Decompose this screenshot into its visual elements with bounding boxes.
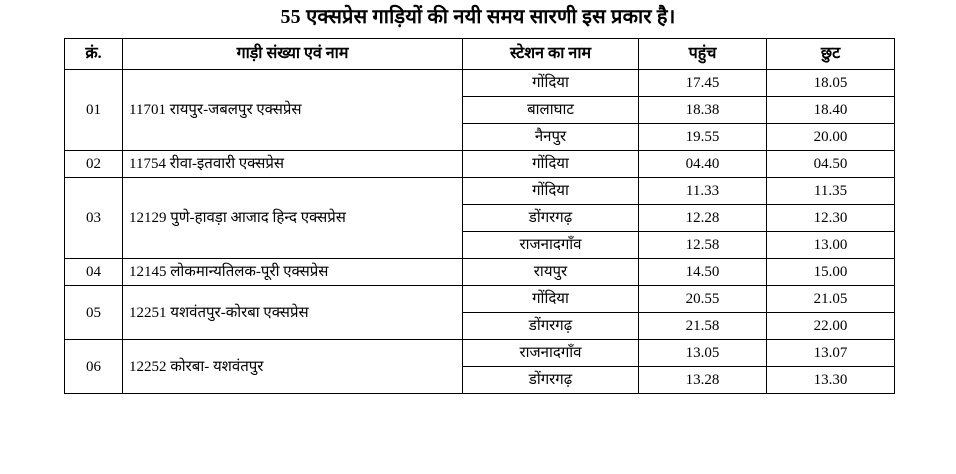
cell-station: नैनपुर <box>463 124 639 151</box>
cell-departure: 13.30 <box>767 367 895 394</box>
cell-arrival: 11.33 <box>639 178 767 205</box>
timetable-container <box>64 38 894 394</box>
cell-arrival: 13.28 <box>639 367 767 394</box>
cell-departure: 13.07 <box>767 340 895 367</box>
cell-train-name: 12129 पुणे-हावड़ा आजाद हिन्द एक्सप्रेस <box>123 178 463 259</box>
cell-serial: 05 <box>65 286 123 340</box>
column-header-train: गाड़ी संख्या एवं नाम <box>123 39 463 70</box>
table-row <box>65 70 895 97</box>
cell-train-name: 12145 लोकमान्यतिलक-पूरी एक्सप्रेस <box>123 259 463 286</box>
cell-arrival: 13.05 <box>639 340 767 367</box>
cell-train-name: 12251 यशवंतपुर-कोरबा एक्सप्रेस <box>123 286 463 340</box>
cell-serial: 02 <box>65 151 123 178</box>
cell-station: गोंदिया <box>463 151 639 178</box>
column-header-station: स्टेशन का नाम <box>463 39 639 70</box>
table-row <box>65 259 895 286</box>
cell-departure: 04.50 <box>767 151 895 178</box>
table-body <box>65 70 895 394</box>
cell-departure: 12.30 <box>767 205 895 232</box>
cell-train-name: 11701 रायपुर-जबलपुर एक्सप्रेस <box>123 70 463 151</box>
column-header-arrival: पहुंच <box>639 39 767 70</box>
cell-station: डोंगरगढ़ <box>463 313 639 340</box>
cell-departure: 13.00 <box>767 232 895 259</box>
table-row <box>65 178 895 205</box>
cell-arrival: 18.38 <box>639 97 767 124</box>
cell-departure: 18.05 <box>767 70 895 97</box>
cell-departure: 21.05 <box>767 286 895 313</box>
cell-serial: 06 <box>65 340 123 394</box>
cell-station: गोंदिया <box>463 286 639 313</box>
table-row <box>65 286 895 313</box>
cell-station: डोंगरगढ़ <box>463 205 639 232</box>
column-header-serial: क्रं. <box>65 39 123 70</box>
cell-arrival: 19.55 <box>639 124 767 151</box>
cell-serial: 04 <box>65 259 123 286</box>
page-title: 55 एक्सप्रेस गाड़ियों की नयी समय सारणी इस प्रकार है। <box>280 6 676 28</box>
table-header <box>65 39 895 70</box>
cell-station: बालाघाट <box>463 97 639 124</box>
cell-arrival: 12.28 <box>639 205 767 232</box>
cell-train-name: 12252 कोरबा- यशवंतपुर <box>123 340 463 394</box>
cell-arrival: 04.40 <box>639 151 767 178</box>
train-timetable <box>64 38 895 394</box>
cell-departure: 20.00 <box>767 124 895 151</box>
cell-station: रायपुर <box>463 259 639 286</box>
cell-departure: 15.00 <box>767 259 895 286</box>
cell-station: डोंगरगढ़ <box>463 367 639 394</box>
cell-arrival: 17.45 <box>639 70 767 97</box>
cell-station: राजनादगाँव <box>463 232 639 259</box>
cell-train-name: 11754 रीवा-इतवारी एक्सप्रेस <box>123 151 463 178</box>
cell-station: राजनादगाँव <box>463 340 639 367</box>
cell-serial: 01 <box>65 70 123 151</box>
table-header-row <box>65 39 895 70</box>
cell-station: गोंदिया <box>463 178 639 205</box>
cell-departure: 18.40 <box>767 97 895 124</box>
cell-departure: 22.00 <box>767 313 895 340</box>
column-header-departure: छुट <box>767 39 895 70</box>
cell-station: गोंदिया <box>463 70 639 97</box>
cell-arrival: 21.58 <box>639 313 767 340</box>
table-row <box>65 151 895 178</box>
table-row <box>65 340 895 367</box>
cell-departure: 11.35 <box>767 178 895 205</box>
cell-arrival: 12.58 <box>639 232 767 259</box>
cell-serial: 03 <box>65 178 123 259</box>
cell-arrival: 20.55 <box>639 286 767 313</box>
cell-arrival: 14.50 <box>639 259 767 286</box>
